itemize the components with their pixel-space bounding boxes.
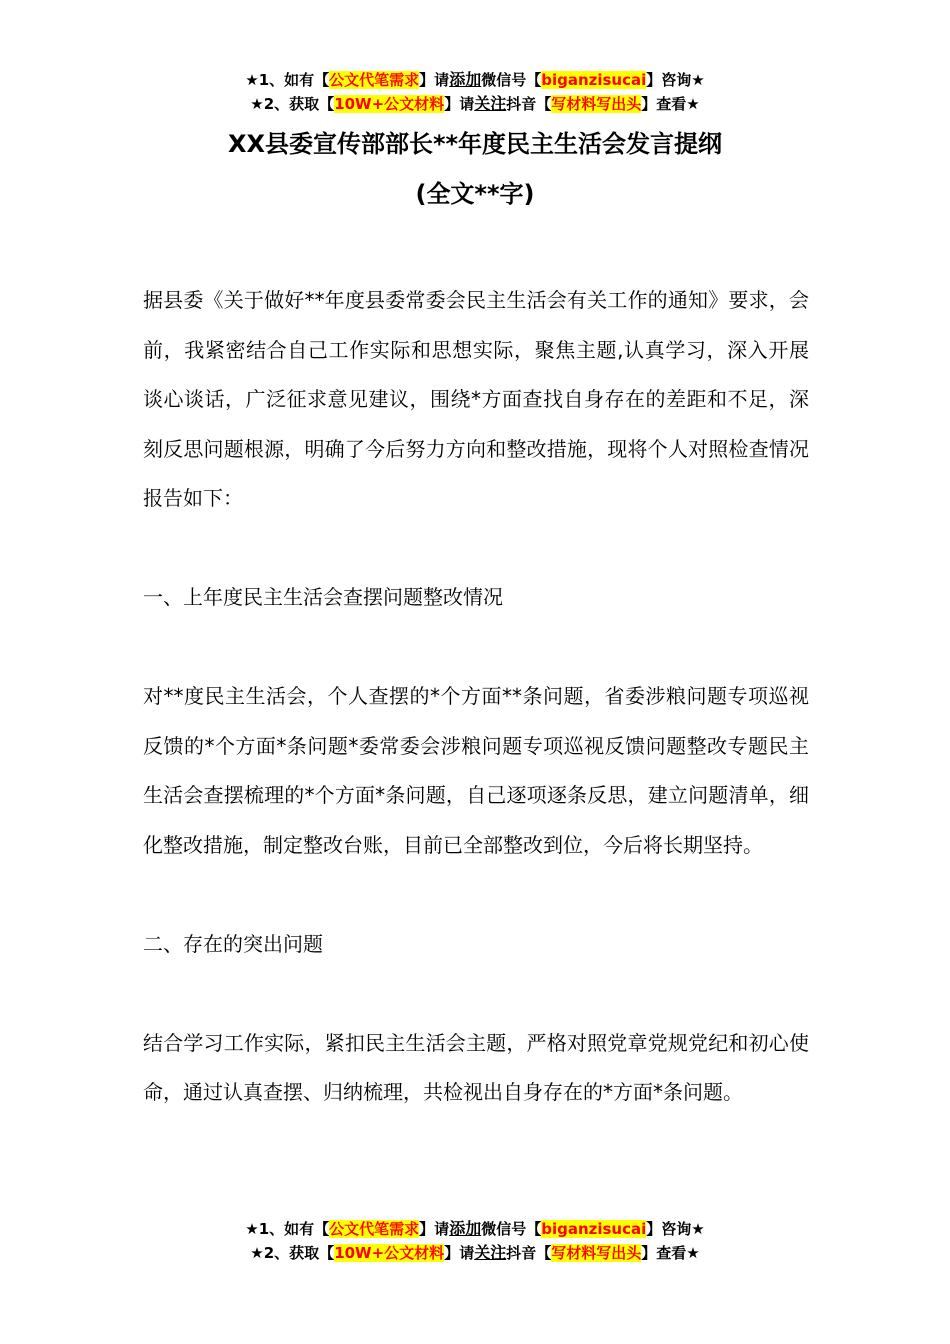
document-body — [143, 276, 809, 1167]
banner-line-2: ★2、获取【10W+公文材料】请关注抖音【写材料写出头】查看★ — [250, 94, 700, 113]
highlight-wechat-id: biganzisucai — [541, 71, 647, 89]
section-2-paragraph: 结合学习工作实际，紧扣民主生活会主题，严格对照党章党规党纪和初心使命，通过认真查摆、归纳梳理，共检视出自身存在的*方面*条问题。 — [143, 1030, 809, 1104]
section-2-heading: 二、存在的突出问题 — [143, 931, 323, 956]
footer-banner-line-2: ★2、获取【10W+公文材料】请关注抖音【写材料写出头】查看★ — [250, 1243, 700, 1262]
highlight-service: 公文代笔需求 — [329, 71, 420, 89]
header-banner — [0, 68, 950, 116]
section-1-paragraph: 对**度民主生活会，个人查摆的*个方面**条问题，省委涉粮问题专项巡视反馈的*个方面*条问题*委常委会涉粮问题专项巡视反馈问题整改专题民主生活会查摆梳理的*个方面*条问题，自己逐项逐条反思，建立问题清单，细化整改措施，制定整改台账，目前已全部整改到位，今后将长期坚持。 — [143, 684, 809, 857]
highlight-materials: 10W+公文材料 — [334, 95, 445, 113]
highlight-douyin-id: 写材料写出头 — [551, 1244, 642, 1262]
footer-banner — [0, 1217, 950, 1265]
document-title: XX县委宣传部部长**年度民主生活会发言提纲 — [227, 130, 723, 158]
banner-line-1: ★1、如有【公文代笔需求】请添加微信号【biganzisucai】咨询★ — [245, 70, 705, 89]
emphasis-follow: 关注 — [474, 94, 507, 113]
emphasis-add: 添加 — [449, 1219, 482, 1238]
highlight-douyin-id: 写材料写出头 — [551, 95, 642, 113]
highlight-wechat-id: biganzisucai — [541, 1220, 647, 1238]
emphasis-add: 添加 — [449, 70, 482, 89]
highlight-materials: 10W+公文材料 — [334, 1244, 445, 1262]
emphasis-follow: 关注 — [474, 1243, 507, 1262]
section-1-heading: 一、上年度民主生活会查摆问题整改情况 — [143, 585, 503, 609]
intro-paragraph: 据县委《关于做好**年度县委常委会民主生活会有关工作的通知》要求，会前，我紧密结合自己工作实际和思想实际，聚焦主题,认真学习，深入开展谈心谈话，广泛征求意见建议，围绕*方面查找自身存在的差距和不足，深刻反思问题根源，明确了今后努力方向和整改措施，现将个人对照检查情况报告如下： — [143, 288, 809, 510]
footer-banner-line-1: ★1、如有【公文代笔需求】请添加微信号【biganzisucai】咨询★ — [245, 1219, 705, 1238]
highlight-service: 公文代笔需求 — [329, 1220, 420, 1238]
document-subtitle: (全文**字) — [415, 180, 535, 208]
